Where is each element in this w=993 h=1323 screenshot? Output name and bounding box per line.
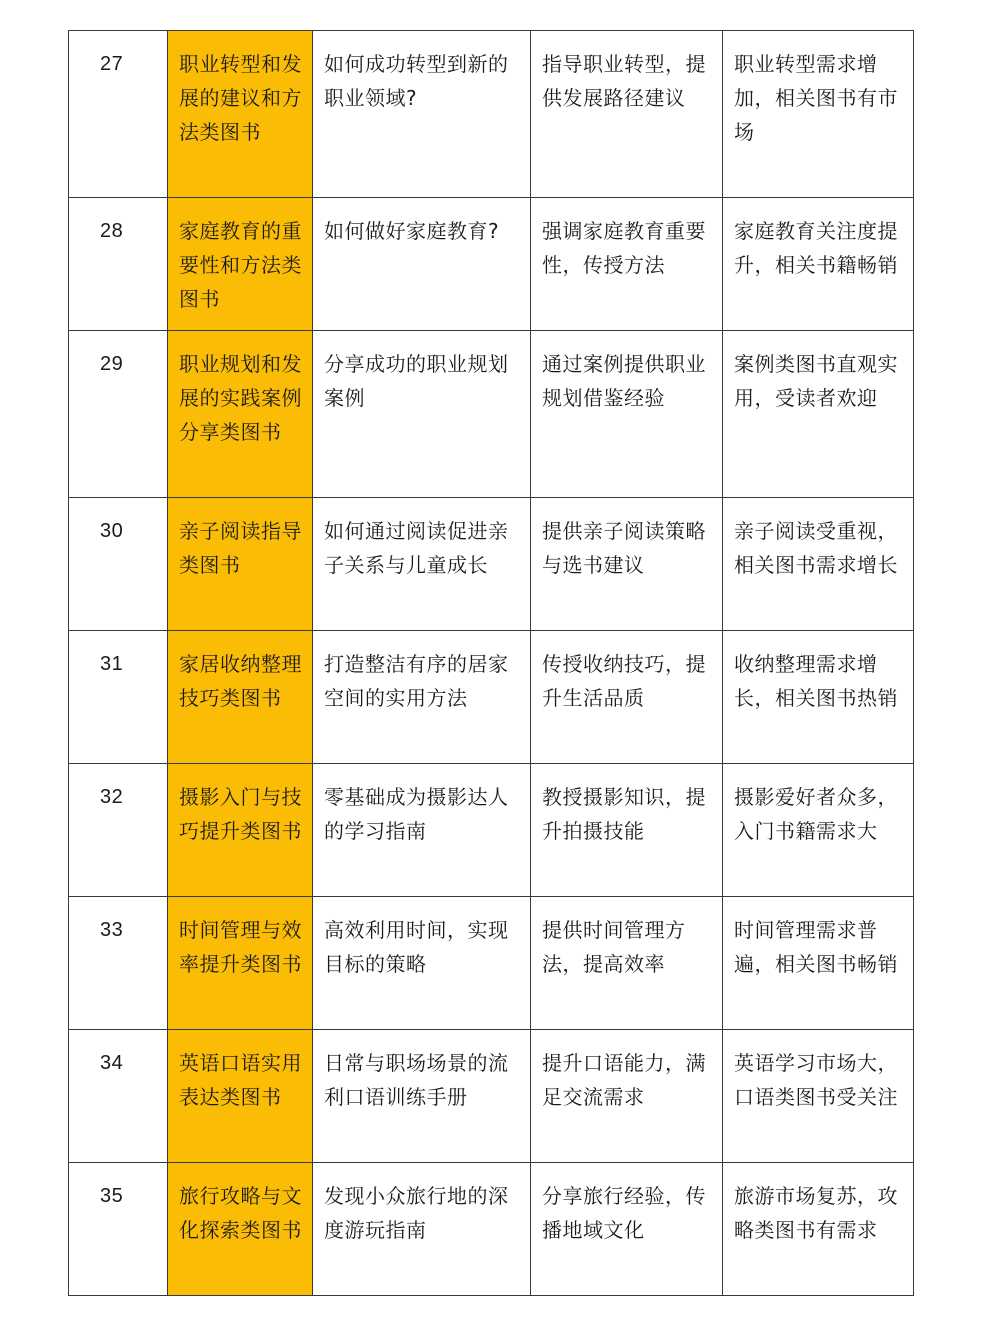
market-outlook: 旅游市场复苏，攻略类图书有需求: [723, 1163, 914, 1296]
table-row: [69, 764, 914, 897]
book-value: 提供时间管理方法，提高效率: [531, 897, 723, 1030]
table-row: [69, 1030, 914, 1163]
book-category: 职业规划和发展的实践案例分享类图书: [168, 331, 313, 498]
reader-question: 如何成功转型到新的职业领域?: [313, 31, 531, 198]
market-outlook: 摄影爱好者众多，入门书籍需求大: [723, 764, 914, 897]
book-category: 旅行攻略与文化探索类图书: [168, 1163, 313, 1296]
book-topics-table: [68, 30, 914, 1296]
market-outlook: 案例类图书直观实用，受读者欢迎: [723, 331, 914, 498]
row-number: 28: [69, 198, 168, 331]
reader-question: 日常与职场场景的流利口语训练手册: [313, 1030, 531, 1163]
reader-question: 如何通过阅读促进亲子关系与儿童成长: [313, 498, 531, 631]
table-row: [69, 498, 914, 631]
row-number: 33: [69, 897, 168, 1030]
reader-question: 高效利用时间，实现目标的策略: [313, 897, 531, 1030]
book-category: 时间管理与效率提升类图书: [168, 897, 313, 1030]
book-category: 职业转型和发展的建议和方法类图书: [168, 31, 313, 198]
reader-question: 分享成功的职业规划案例: [313, 331, 531, 498]
row-number: 35: [69, 1163, 168, 1296]
table-row: [69, 198, 914, 331]
reader-question: 零基础成为摄影达人的学习指南: [313, 764, 531, 897]
row-number: 27: [69, 31, 168, 198]
book-category: 英语口语实用表达类图书: [168, 1030, 313, 1163]
table-row: [69, 631, 914, 764]
book-value: 分享旅行经验，传播地域文化: [531, 1163, 723, 1296]
row-number: 31: [69, 631, 168, 764]
book-value: 传授收纳技巧，提升生活品质: [531, 631, 723, 764]
table-row: [69, 31, 914, 198]
book-value: 提供亲子阅读策略与选书建议: [531, 498, 723, 631]
reader-question: 打造整洁有序的居家空间的实用方法: [313, 631, 531, 764]
market-outlook: 时间管理需求普遍，相关图书畅销: [723, 897, 914, 1030]
book-category: 摄影入门与技巧提升类图书: [168, 764, 313, 897]
book-value: 指导职业转型，提供发展路径建议: [531, 31, 723, 198]
market-outlook: 收纳整理需求增长，相关图书热销: [723, 631, 914, 764]
row-number: 30: [69, 498, 168, 631]
book-category: 家居收纳整理技巧类图书: [168, 631, 313, 764]
row-number: 34: [69, 1030, 168, 1163]
row-number: 32: [69, 764, 168, 897]
market-outlook: 英语学习市场大，口语类图书受关注: [723, 1030, 914, 1163]
market-outlook: 职业转型需求增加，相关图书有市场: [723, 31, 914, 198]
book-value: 通过案例提供职业规划借鉴经验: [531, 331, 723, 498]
book-value: 提升口语能力，满足交流需求: [531, 1030, 723, 1163]
table-row: [69, 897, 914, 1030]
book-category: 家庭教育的重要性和方法类图书: [168, 198, 313, 331]
reader-question: 发现小众旅行地的深度游玩指南: [313, 1163, 531, 1296]
row-number: 29: [69, 331, 168, 498]
table-row: [69, 1163, 914, 1296]
market-outlook: 亲子阅读受重视，相关图书需求增长: [723, 498, 914, 631]
reader-question: 如何做好家庭教育?: [313, 198, 531, 331]
table-row: [69, 331, 914, 498]
book-value: 教授摄影知识，提升拍摄技能: [531, 764, 723, 897]
book-category: 亲子阅读指导类图书: [168, 498, 313, 631]
book-value: 强调家庭教育重要性，传授方法: [531, 198, 723, 331]
market-outlook: 家庭教育关注度提升，相关书籍畅销: [723, 198, 914, 331]
